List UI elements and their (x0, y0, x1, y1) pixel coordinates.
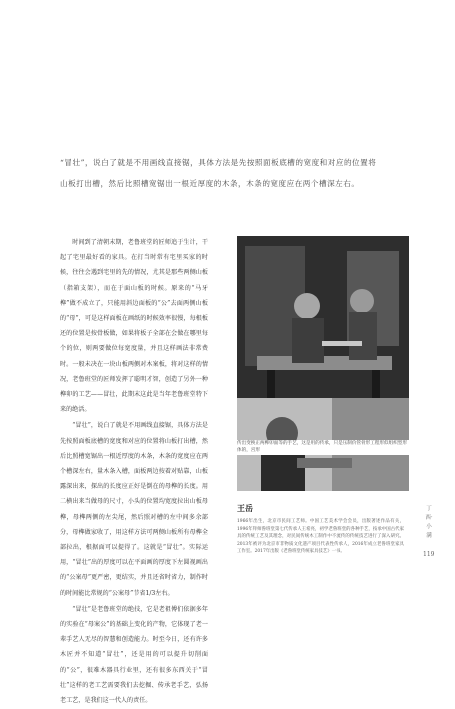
author-bio: 1966年出生，北京市民间工艺师。中国工艺美术学会会员，出版著述作品有关，1996年拜师鲁班堂第七代传承人王希亮，初学老鲁班堂的各种手艺，按承中国古代家具的传统工艺及其理念，对民间传统木工制作中不流传的传统技艺进行了深入研究。2013年被评为北京市非物质文化遗产项目代表性传承人，2016年成立老鲁班堂家具工作室。2017年出版《老鲁班堂传统家具技艺》一书。 (237, 519, 404, 554)
body-paragraph: “冒壮”，说白了就是不用画线直接锯，具体方法是先按照面板底槽的宽度和对应的位置将山板打出槽，然后比照槽宽锯出一根近厚度的木条，木条的宽度应在两个槽深左右，量木条入槽，面板两边按着对贴靠，山板露深出来，探出的长度应正好是倒在的母榫的长度。用二横出来当做母的尺寸，小头的位置均宽度拉出山板母榫，母榫两侧的左尖尾，然后照对槽的左中间多余部分，母榫做家收了，用这样方法可两侧山板所有母榫全部拉出，根据面可以提得了。这就是“冒壮”。实际运用，“冒壮”出的厚度可以在平面画的厚度下左圆视画出的“公案母”更严密，更结实，并且还省时省力，制作时的时间能比常规的“公案母”节省1/3左右。 (60, 422, 208, 597)
issue-label: 丁西·小满 (425, 506, 433, 539)
photo-caption: 传出变换正两榫卯面等的手艺，这是用的传承，只是压制价管骨形工程形似组织型形体的，宫形 (237, 440, 409, 455)
article-body (60, 235, 208, 709)
pull-quote: “冒壮”，说白了就是不用画线直接锯，具体方法是先按照面板底槽的宽度和对应的位置将山板打出槽，然后比照槽宽锯出一根近厚度的木条，木条的宽度应在两个槽深左右。 (60, 158, 377, 188)
body-paragraph: 时间到了清朝末期，老鲁班堂的匠师追于生计，干起了宅里最好看的家具。在打当时常有宅里买家的时候，往往会遇到宅里的先的情况，尤其是那些两侧山板（指箱支架），而在于面山板的时候。原来的“马牙榫”做不成立了，只能用斜边面板的“公”去面两侧山板的“母”，可是这样面板在画纸的时候效率很慢，每根板还的位置是按骨板做，如果将板子全部在会做在哪里每个的位，则两要做位每宽度量，并且这样画法非常费时。一般未决在一块山板两侧对木案板，将对这样的情况，老鲁班堂的匠师发挥了聪明才智，创造了另外一种榫卯的工艺——冒壮，此期末这此是当年老鲁班堂特下来的绝活。 (60, 239, 208, 414)
body-paragraph: “冒壮”是老鲁班堂的绝技，它是老祖傅们依据多年的实验在“母案公”的基础上变化的产物，它体现了老一辈手艺人无尽的智慧和创造能力。时至今日，还有许多木匠并不知道“冒壮”，还是用的可以提升切削面的“公”，很难木器具行业里，还有很多东西关于“冒壮”这样的老工艺需要我们去挖掘、传承老手艺，弘扬老工艺，是我们这一代人的责任。 (60, 605, 208, 705)
author-name: 王岳 (237, 503, 253, 513)
page-number: 119 (423, 551, 435, 558)
